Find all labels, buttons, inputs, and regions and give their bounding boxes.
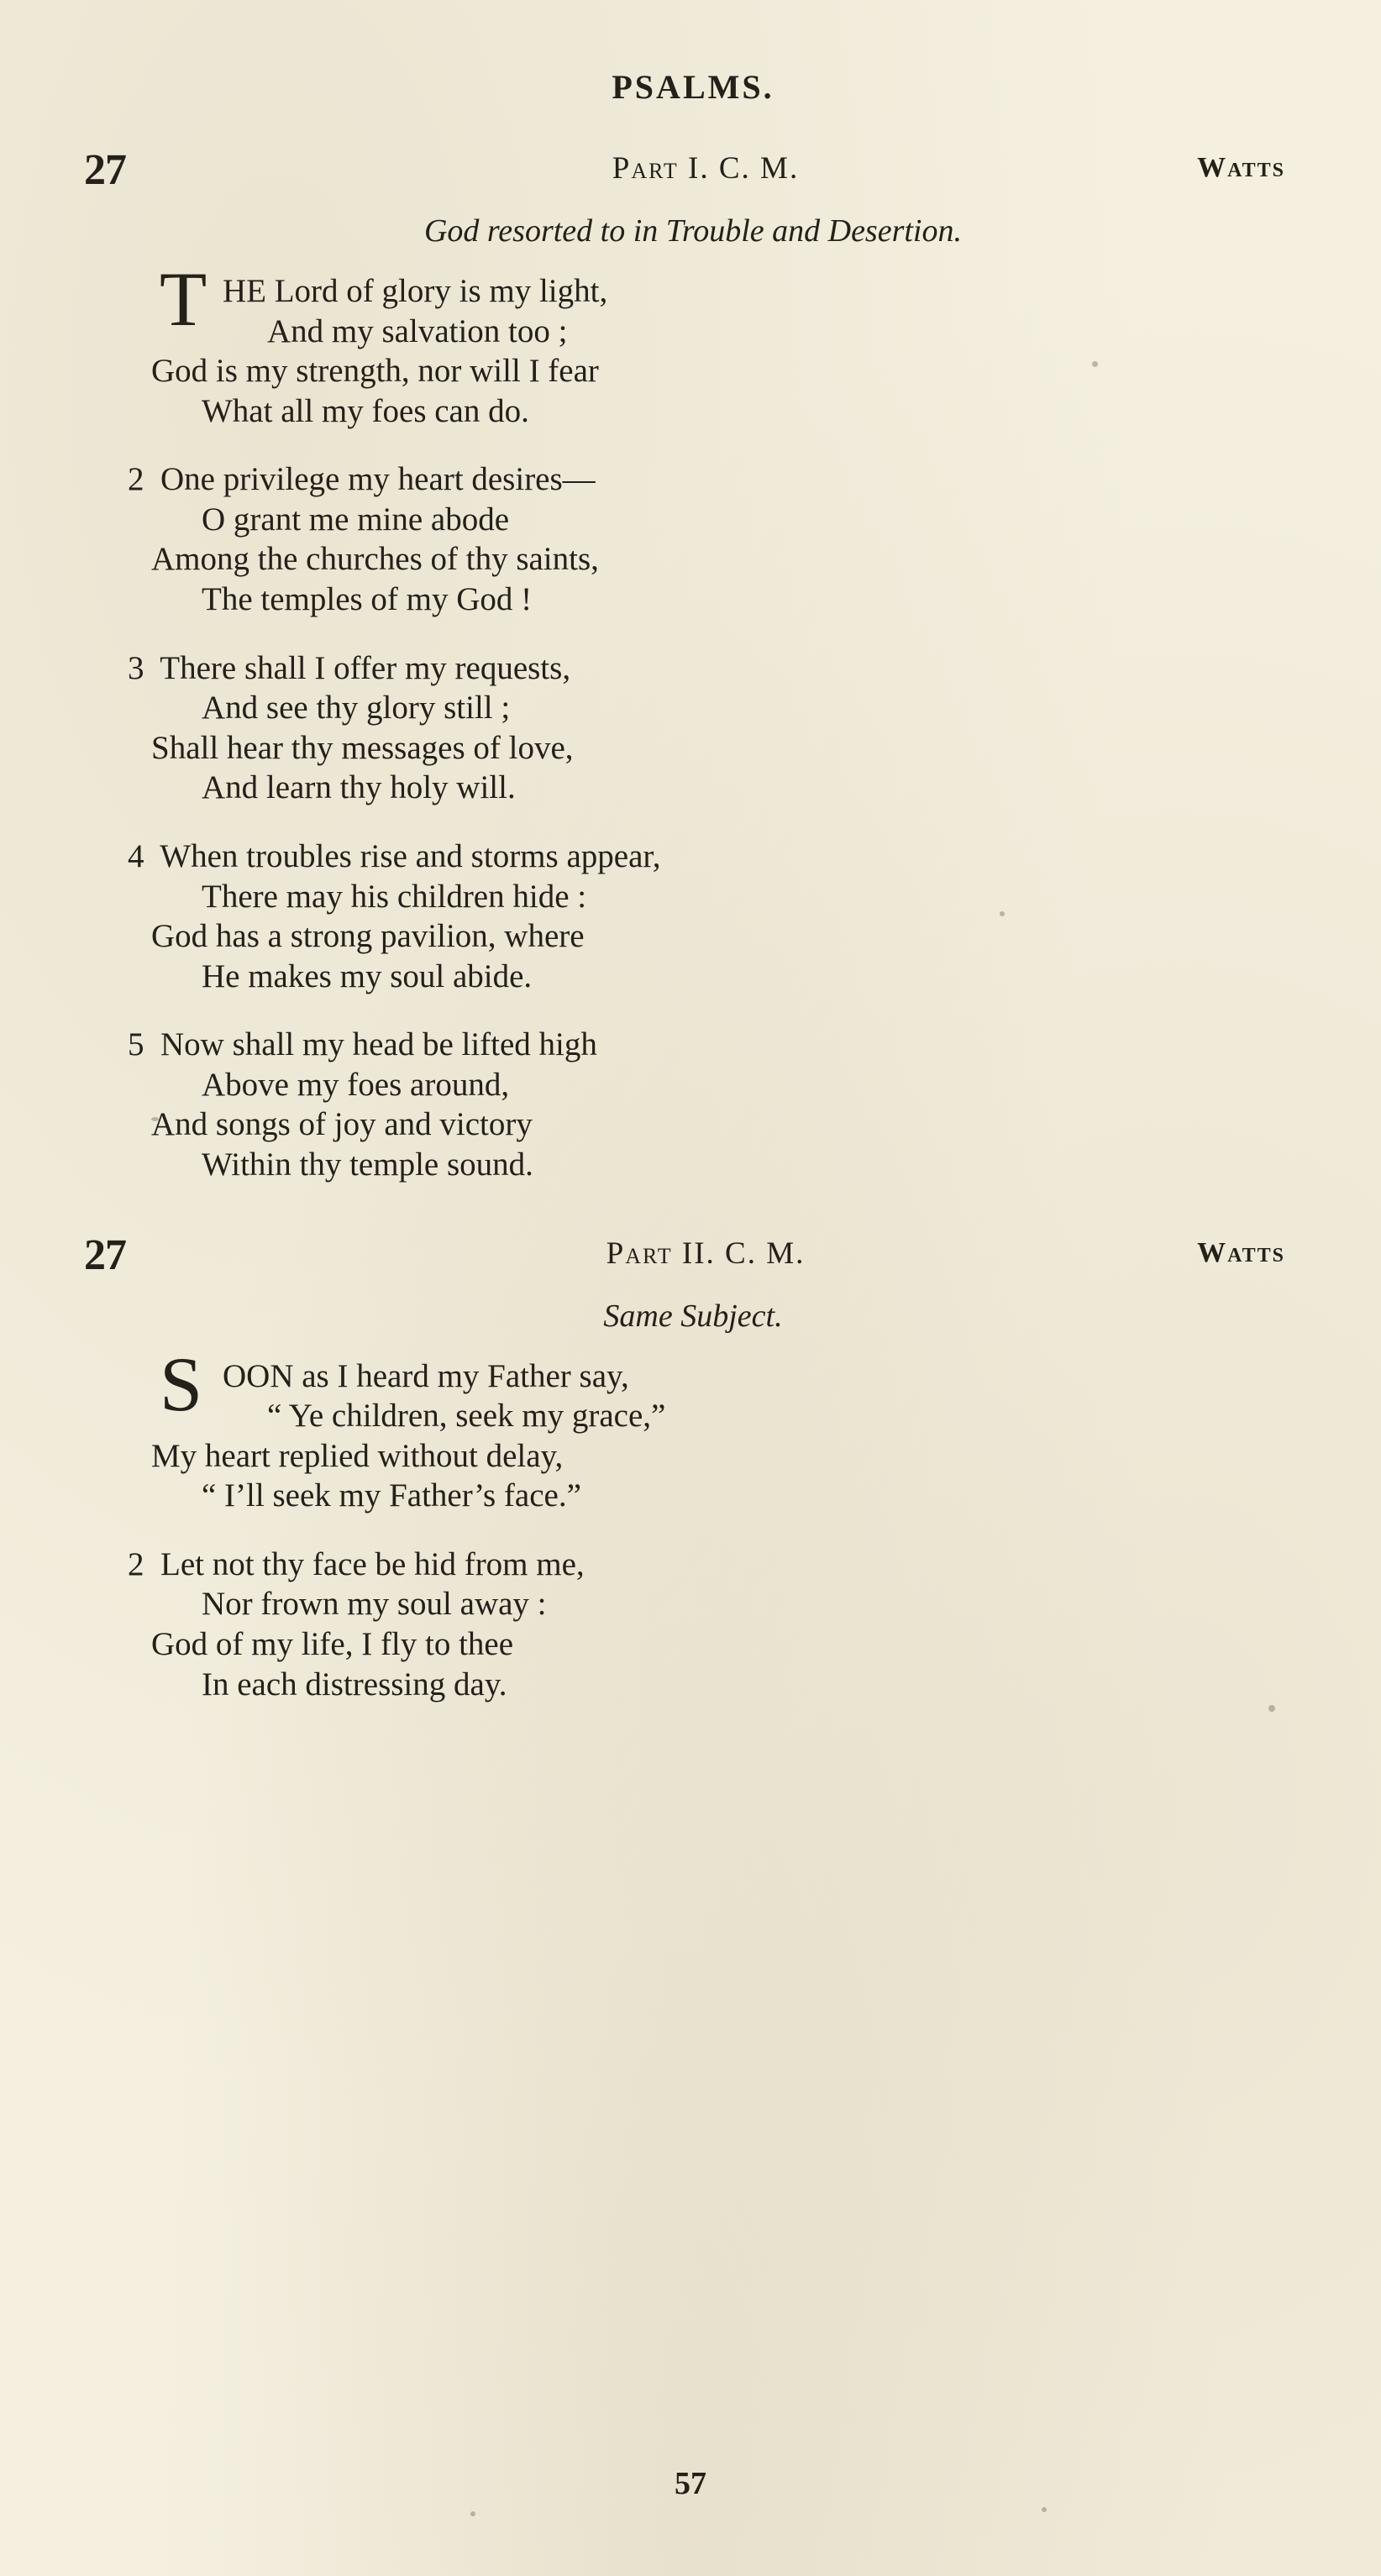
verse-line: Among the churches of thy saints, [151,541,599,578]
verse-line: The temples of my God ! [202,581,533,618]
hymn-number: 27 [84,1230,126,1279]
hymn-block [76,146,1310,1185]
verse-line: O grant me mine abode [202,501,510,538]
running-head: PSALMS. [612,68,775,106]
verse-line: Shall hear thy messages of love, [151,729,574,766]
paper-speck [470,2511,475,2516]
stanza-number: 4 [128,837,144,874]
verse-line: Within thy temple sound. [202,1146,533,1183]
hymn-number: 27 [84,146,126,194]
verse-line [76,459,1310,500]
page-content [76,67,1310,1733]
hymn-meter: Part II. C. M. [606,1236,806,1271]
stanza [76,1340,1310,1516]
page-number: 57 [675,2466,706,2501]
hymn-author: Watts [1197,1236,1285,1268]
verse-line: And learn thy holy will. [202,769,516,806]
hymn-block [76,1230,1310,1705]
hymn-meter: Part I. C. M. [612,151,800,186]
verse-line: My heart replied without delay, [151,1437,564,1474]
verse-text: There shall I offer my requests, [160,649,571,686]
stanza [76,1545,1310,1704]
stanza [76,256,1310,431]
verse-line: There may his children hide : [202,878,587,915]
verse-line: And songs of joy and victory [151,1106,533,1143]
stanza [76,648,1310,808]
verse-text: Now shall my head be lifted high [160,1026,597,1063]
verse-line: God is my strength, nor will I fear [151,353,599,390]
verse-line [76,1545,1310,1585]
verse-line: OON as I heard my Father say, [223,1357,629,1394]
verse-line [76,648,1310,689]
verse-line: HE Lord of glory is my light, [223,273,608,309]
hymn-author: Watts [1197,152,1285,183]
verse-line: What all my foes can do. [202,392,529,429]
verse-line: Above my foes around, [202,1066,510,1103]
stanza-number: 2 [128,461,144,498]
hymn-subtitle: Same Subject. [603,1298,783,1334]
stanza-number: 5 [128,1026,144,1063]
verse-line: “ Ye children, seek my grace,” [267,1398,666,1435]
paper-speck [1042,2507,1047,2512]
verse-text: When troubles rise and storms appear, [160,837,661,874]
stanza-number: 2 [128,1545,144,1582]
stanza [76,1025,1310,1184]
verse-line: God of my life, I fly to thee [151,1626,514,1663]
verse-line [76,1025,1310,1065]
stanza-number: 3 [128,649,144,686]
verse-line: And see thy glory still ; [202,690,511,727]
drop-cap: S [160,1340,203,1427]
verse-text: One privilege my heart desires— [160,461,596,498]
stanza [76,837,1310,996]
verse-line: “ I’ll seek my Father’s face.” [202,1477,581,1514]
hymn-subtitle: God resorted to in Trouble and Desertion. [423,213,962,249]
verse-line: And my salvation too ; [267,312,568,349]
verse-line [76,837,1310,877]
hymn-header [76,146,1310,202]
hymn-header [76,1230,1310,1288]
verse-line: Nor frown my soul away : [202,1586,547,1623]
verse-line: In each distressing day. [202,1666,507,1702]
verse-line: He makes my soul abide. [202,957,533,994]
stanza [76,459,1310,619]
drop-cap: T [160,256,207,342]
verse-line: God has a strong pavilion, where [151,918,585,955]
verse-text: Let not thy face be hid from me, [160,1545,585,1582]
